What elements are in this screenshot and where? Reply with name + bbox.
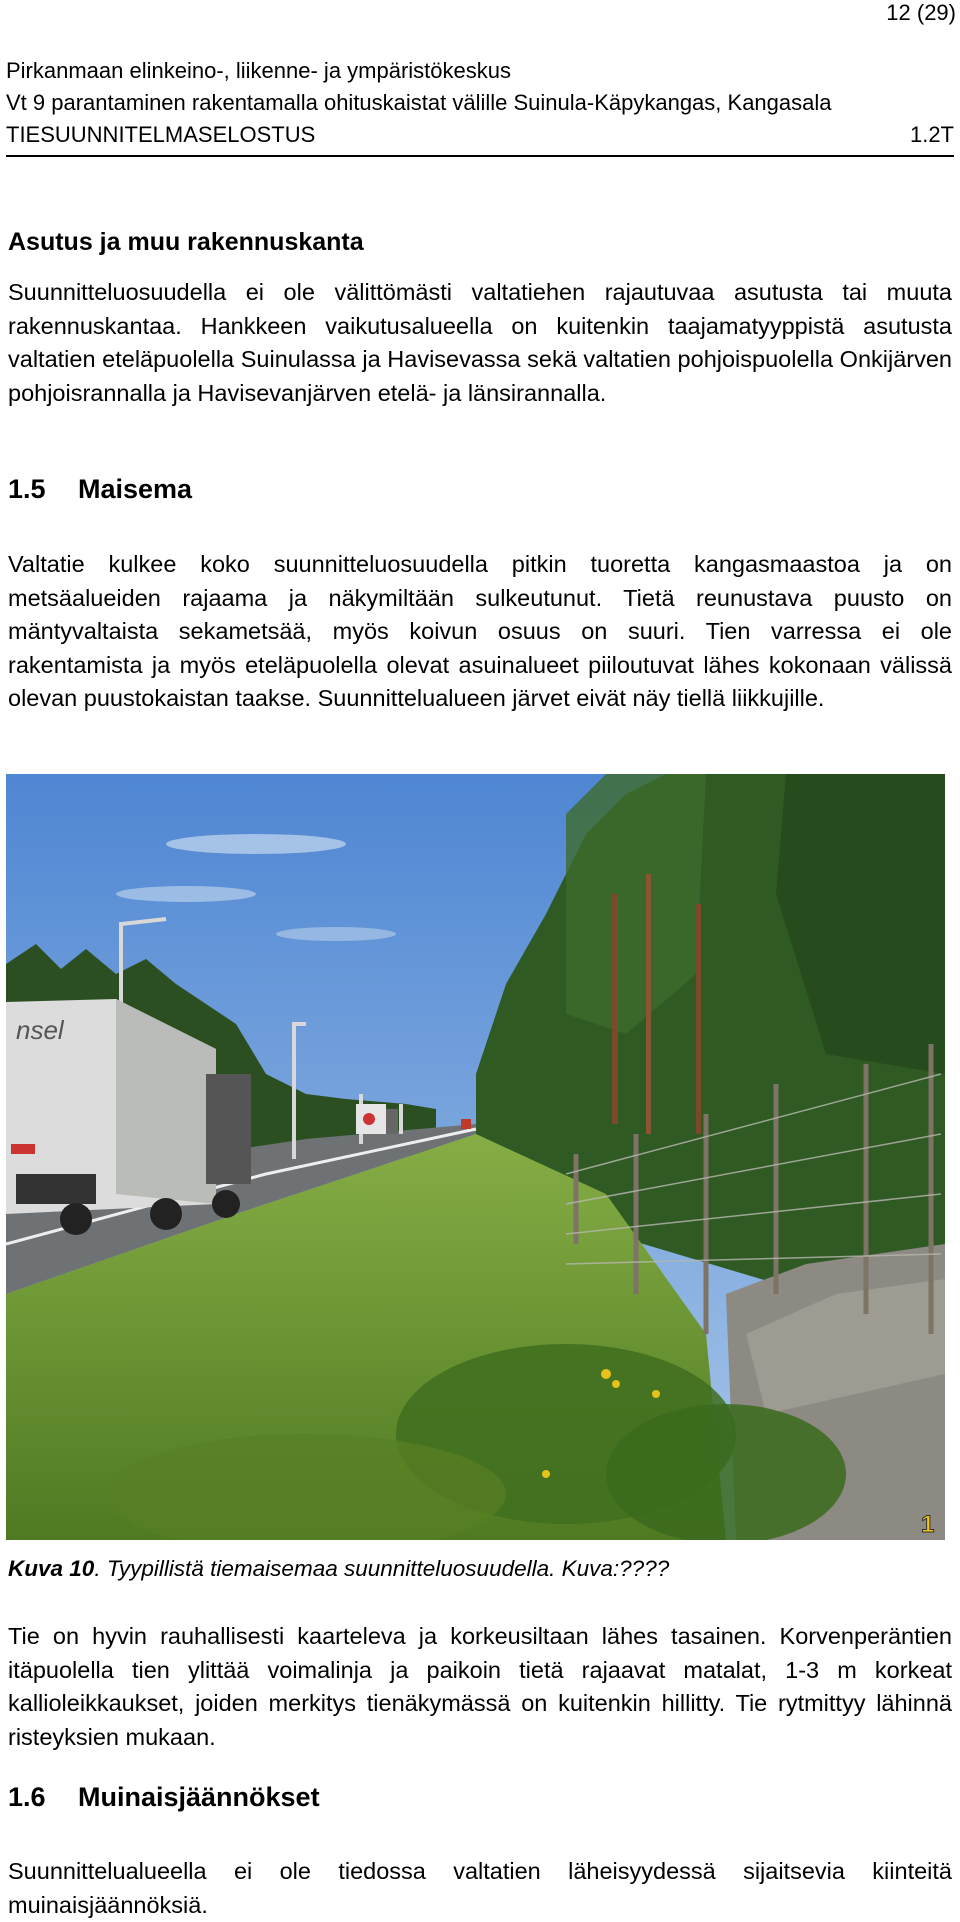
header-organization: Pirkanmaan elinkeino-, liikenne- ja ympäristökeskus [6, 58, 512, 83]
landscape-photo [6, 774, 945, 1540]
subheading-asutus: Asutus ja muu rakennuskanta [8, 228, 364, 256]
paragraph-maisema-2: Tie on hyvin rauhallisesti kaarteleva ja korkeusiltaan lähes tasainen. Korvenperäntien itäpuolella tien ylittää voimalinja ja paikoin tietä rajaavat matalat, 1-3 m korkeat kallioleikkaukset, joiden merkitys tienäkymässä on kuitenkin hillitty. Tie rytmittyy lähinnä risteyksien mukaan. [8, 1623, 952, 1750]
header-doc-code: 1.2T [909, 122, 954, 147]
photo-illustration [6, 774, 945, 1540]
header-project: Vt 9 parantaminen rakentamalla ohituskaistat välille Suinula-Käpykangas, Kangasala [6, 90, 832, 115]
figure-caption [8, 1556, 669, 1582]
heading-title: Maisema [78, 474, 193, 504]
paragraph-muinais: Suunnittelualueella ei ole tiedossa valtatien läheisyydessä sijaitsevia kiinteitä muinaisjäännöksiä. [8, 1858, 952, 1918]
heading-muinais [8, 1782, 320, 1813]
caption-label: Kuva 10 [8, 1556, 95, 1581]
heading-title: Muinaisjäännökset [78, 1782, 320, 1812]
photo-corner-mark: 1 [921, 1511, 935, 1538]
heading-number: 1.5 [8, 474, 46, 504]
page-number: 12 (29) [886, 0, 956, 25]
paragraph-asutus: Suunnitteluosuudella ei ole välittömästi valtatiehen rajautuvaa asutusta tai muuta rakennuskantaa. Hankkeen vaikutusalueella on kuitenkin taajamatyyppistä asutusta valtatien eteläpuolella Suinulassa ja Havisevassa sekä valtatien pohjoispuolella Onkijärven pohjoisrannalla ja Havisevanjärven etelä- ja länsirannalla. [8, 279, 952, 406]
truck-lettering: nsel [16, 1015, 64, 1045]
caption-text: . Tyypillistä tiemaisemaa suunnitteluosuudella. Kuva:???? [94, 1556, 670, 1581]
header-doc-type: TIESUUNNITELMASELOSTUS [6, 122, 316, 147]
heading-number: 1.6 [8, 1782, 46, 1812]
document-header [6, 55, 954, 157]
heading-maisema [8, 474, 192, 505]
header-doc-line [6, 119, 954, 157]
paragraph-maisema-1: Valtatie kulkee koko suunnitteluosuudella pitkin tuoretta kangasmaastoa ja on metsäalueiden rajaama ja näkymiltään sulkeutunut. Tietä reunustava puusto on mäntyvaltaista sekametsää, myös koivun osuus on suuri. Tien varressa ei ole rakentamista ja myös eteläpuolella olevat asuinalueet piiloutuvat lähes kokonaan välissä olevan puustokaistan taakse. Suunnittelualueen järvet eivät näy tiellä liikkujille. [8, 551, 952, 711]
